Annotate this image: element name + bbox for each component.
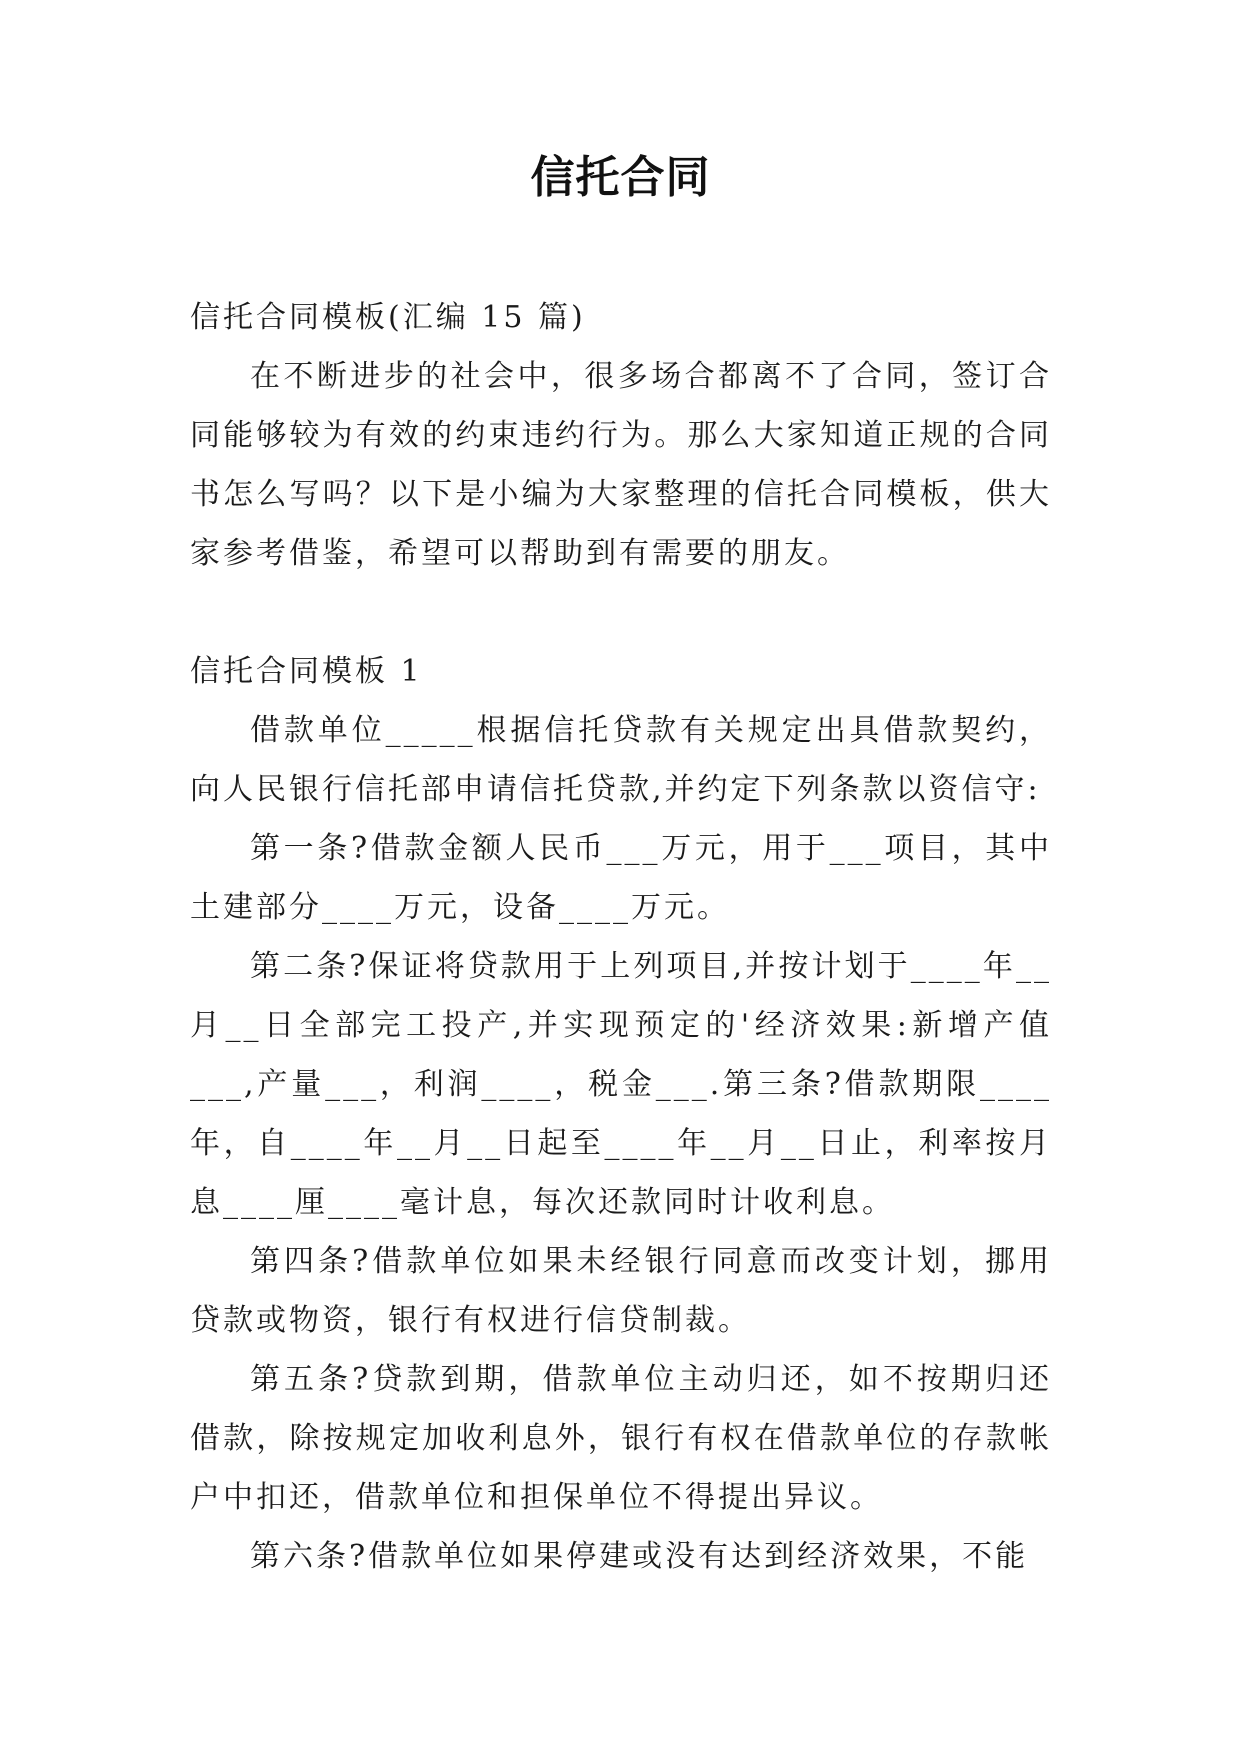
document-title: 信托合同: [530, 152, 711, 203]
contract-clause-2-3: 第二条?保证将贷款用于上列项目,并按计划于____年__月__日全部完工投产,并实现预定的'经济效果:新增产值___,产量___，利润____，税金___.第三条?借款期限____年，自____年__月__日起至____年__月__日止，利率按月息____厘____毫计息，每次还款同时计收利息。: [190, 949, 1052, 1220]
contract-clause-5: 第五条?贷款到期，借款单位主动归还，如不按期归还借款，除按规定加收利息外，银行有权在借款单位的存款帐户中扣还，借款单位和担保单位不得提出异议。: [190, 1362, 1052, 1515]
intro-paragraph: 在不断进步的社会中，很多场合都离不了合同，签订合同能够较为有效的约束违约行为。那么大家知道正规的合同书怎么写吗？以下是小编为大家整理的信托合同模板，供大家参考借鉴，希望可以帮助到有需要的朋友。: [190, 359, 1052, 571]
section-spacer: [190, 583, 1052, 642]
contract-paragraph: 借款单位_____根据信托贷款有关规定出具借款契约，向人民银行信托部申请信托贷款,并约定下列条款以资信守:: [190, 713, 1052, 807]
section-title: 信托合同模板 1: [190, 654, 423, 689]
contract-clause-6: 第六条?借款单位如果停建或没有达到经济效果，不能: [250, 1539, 1029, 1574]
contract-clause-4: 第四条?借款单位如果未经银行同意而改变计划，挪用贷款或物资，银行有权进行信贷制裁。: [190, 1244, 1052, 1338]
contract-clause-1: 第一条?借款金额人民币___万元，用于___项目，其中土建部分____万元，设备____万元。: [190, 831, 1052, 925]
document-body: [190, 288, 1052, 1586]
document-subtitle: 信托合同模板(汇编 15 篇): [190, 300, 586, 335]
